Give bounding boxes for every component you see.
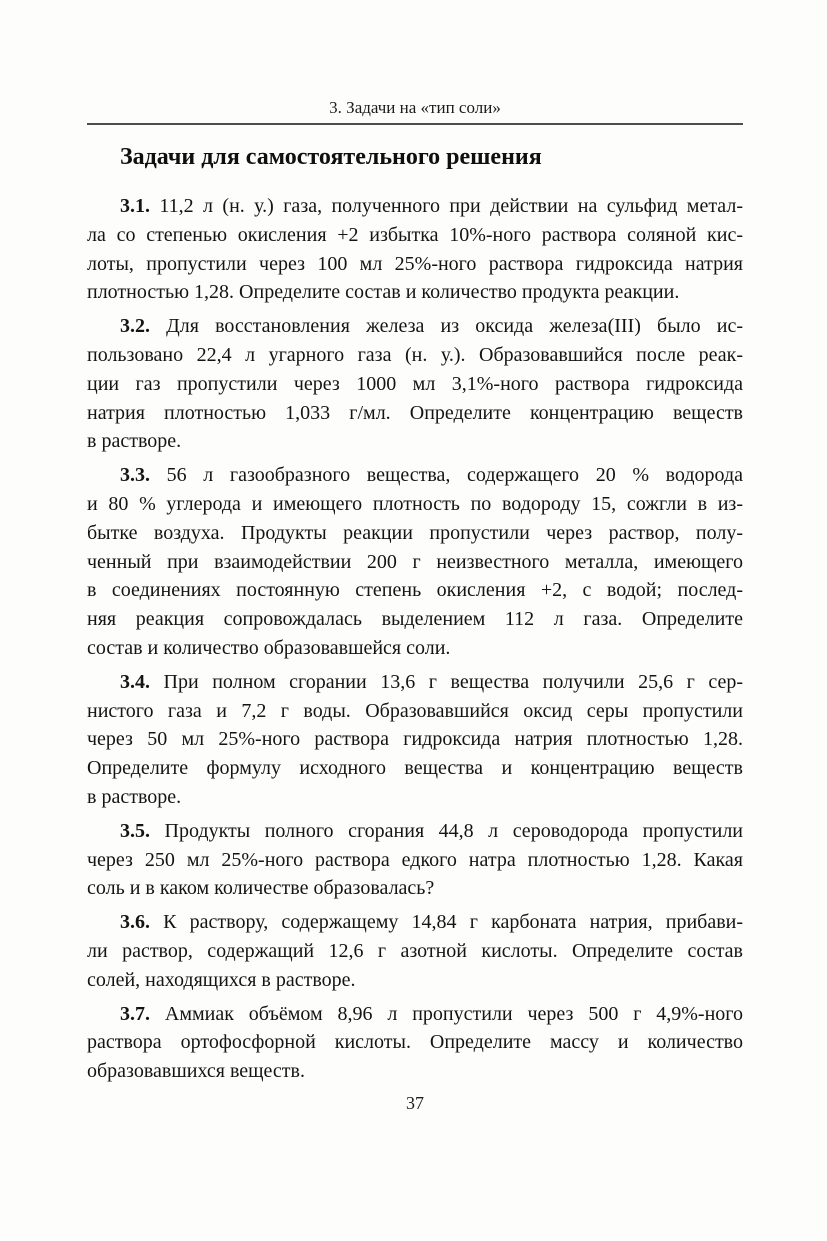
problem-line: ченный при взаимодействии 200 г неизвестного металла, имеющего	[87, 550, 743, 573]
problem-line: образовавшихся веществ.	[87, 1060, 305, 1083]
problem-text: 11,2 л (н. у.) газа, полученного при действии на сульфид метал-	[159, 195, 744, 217]
problem-line: соль и в каком количестве образовалась?	[87, 877, 435, 900]
running-header: 3. Задачи на «тип соли»	[329, 98, 501, 117]
problem-line: натрия плотностью 1,033 г/мл. Определите концентрацию веществ	[87, 401, 743, 424]
problem-paragraph	[87, 1000, 743, 1086]
problem-line	[87, 461, 743, 490]
problem-line	[87, 1000, 743, 1029]
problems	[87, 192, 743, 1086]
problem-paragraph	[87, 908, 743, 994]
problem-text: 56 л газообразного вещества, содержащего 20 % водорода	[166, 464, 744, 487]
problem-line: солей, находящихся в растворе.	[87, 968, 356, 991]
page-content	[87, 0, 743, 1086]
problem-number: 3.5.	[120, 819, 150, 842]
problem-text: К раствору, содержащему 14,84 г карбоната натрия, прибави-	[163, 911, 743, 934]
problem-number: 3.2.	[120, 315, 150, 338]
problem-line	[87, 312, 743, 341]
problem-line: ли раствор, содержащий 12,6 г азотной кислоты. Определите состав	[87, 939, 743, 962]
problem-line: Определите формулу исходного вещества и концентрацию веществ	[87, 757, 743, 780]
problem-number: 3.3.	[120, 464, 150, 487]
problem-line	[87, 817, 743, 846]
problem-line: в соединениях постоянную степень окисления +2, с водой; послед-	[87, 579, 743, 602]
section-title: Задачи для самостоятельного решения	[120, 144, 542, 170]
problem-line: няя реакция сопровождалась выделением 112 л газа. Определите	[87, 608, 743, 631]
problem-number: 3.7.	[120, 1002, 150, 1025]
problem-line: бытке воздуха. Продукты реакции пропустили через раствор, полу-	[87, 521, 743, 544]
problem-paragraph	[87, 668, 743, 812]
problem-text: Аммиак объёмом 8,96 л пропустили через 500 г 4,9%-ного	[164, 1002, 743, 1025]
problem-line: через 250 мл 25%-ного раствора едкого натра плотностью 1,28. Какая	[87, 848, 743, 871]
problem-number: 3.4.	[120, 670, 150, 693]
problem-line: нистого газа и 7,2 г воды. Образовавшийся оксид серы пропустили	[87, 699, 743, 722]
problem-line: ла со степенью окисления +2 избытка 10%-ного раствора соляной кис-	[87, 223, 743, 246]
problem-paragraph	[87, 312, 743, 456]
problem-paragraph	[87, 461, 743, 663]
problem-line: плотностью 1,28. Определите состав и количество продукта реакции.	[87, 281, 680, 304]
problem-line: состав и количество образовавшейся соли.	[87, 636, 451, 659]
page-number: 37	[406, 1093, 424, 1113]
problem-line	[87, 668, 743, 697]
problem-line: раствора ортофосфорной кислоты. Определите массу и количество	[87, 1031, 743, 1054]
problem-text: Продукты полного сгорания 44,8 л сероводорода пропустили	[164, 819, 744, 842]
problem-text: Для восстановления железа из оксида железа(III) было ис-	[166, 315, 743, 338]
problem-line: пользовано 22,4 л угарного газа (н. у.). Образовавшийся после реак-	[87, 343, 743, 366]
problem-paragraph	[87, 192, 743, 307]
problem-line	[87, 192, 743, 221]
header-rule	[87, 123, 743, 125]
problem-line: через 50 мл 25%-ного раствора гидроксида натрия плотностью 1,28.	[87, 728, 743, 751]
problem-line: и 80 % углерода и имеющего плотность по водороду 15, сожгли в из-	[87, 492, 743, 515]
problem-line: лоты, пропустили через 100 мл 25%-ного раствора гидроксида натрия	[87, 252, 743, 275]
problem-line: ции газ пропустили через 1000 мл 3,1%-ного раствора гидроксида	[87, 372, 743, 395]
problem-number: 3.6.	[120, 911, 150, 934]
problem-number: 3.1.	[120, 195, 150, 217]
problem-line: в растворе.	[87, 430, 182, 453]
problem-paragraph	[87, 817, 743, 903]
problem-text: При полном сгорании 13,6 г вещества получили 25,6 г сер-	[163, 670, 743, 693]
problem-line	[87, 908, 743, 937]
problem-line: в растворе.	[87, 785, 182, 808]
